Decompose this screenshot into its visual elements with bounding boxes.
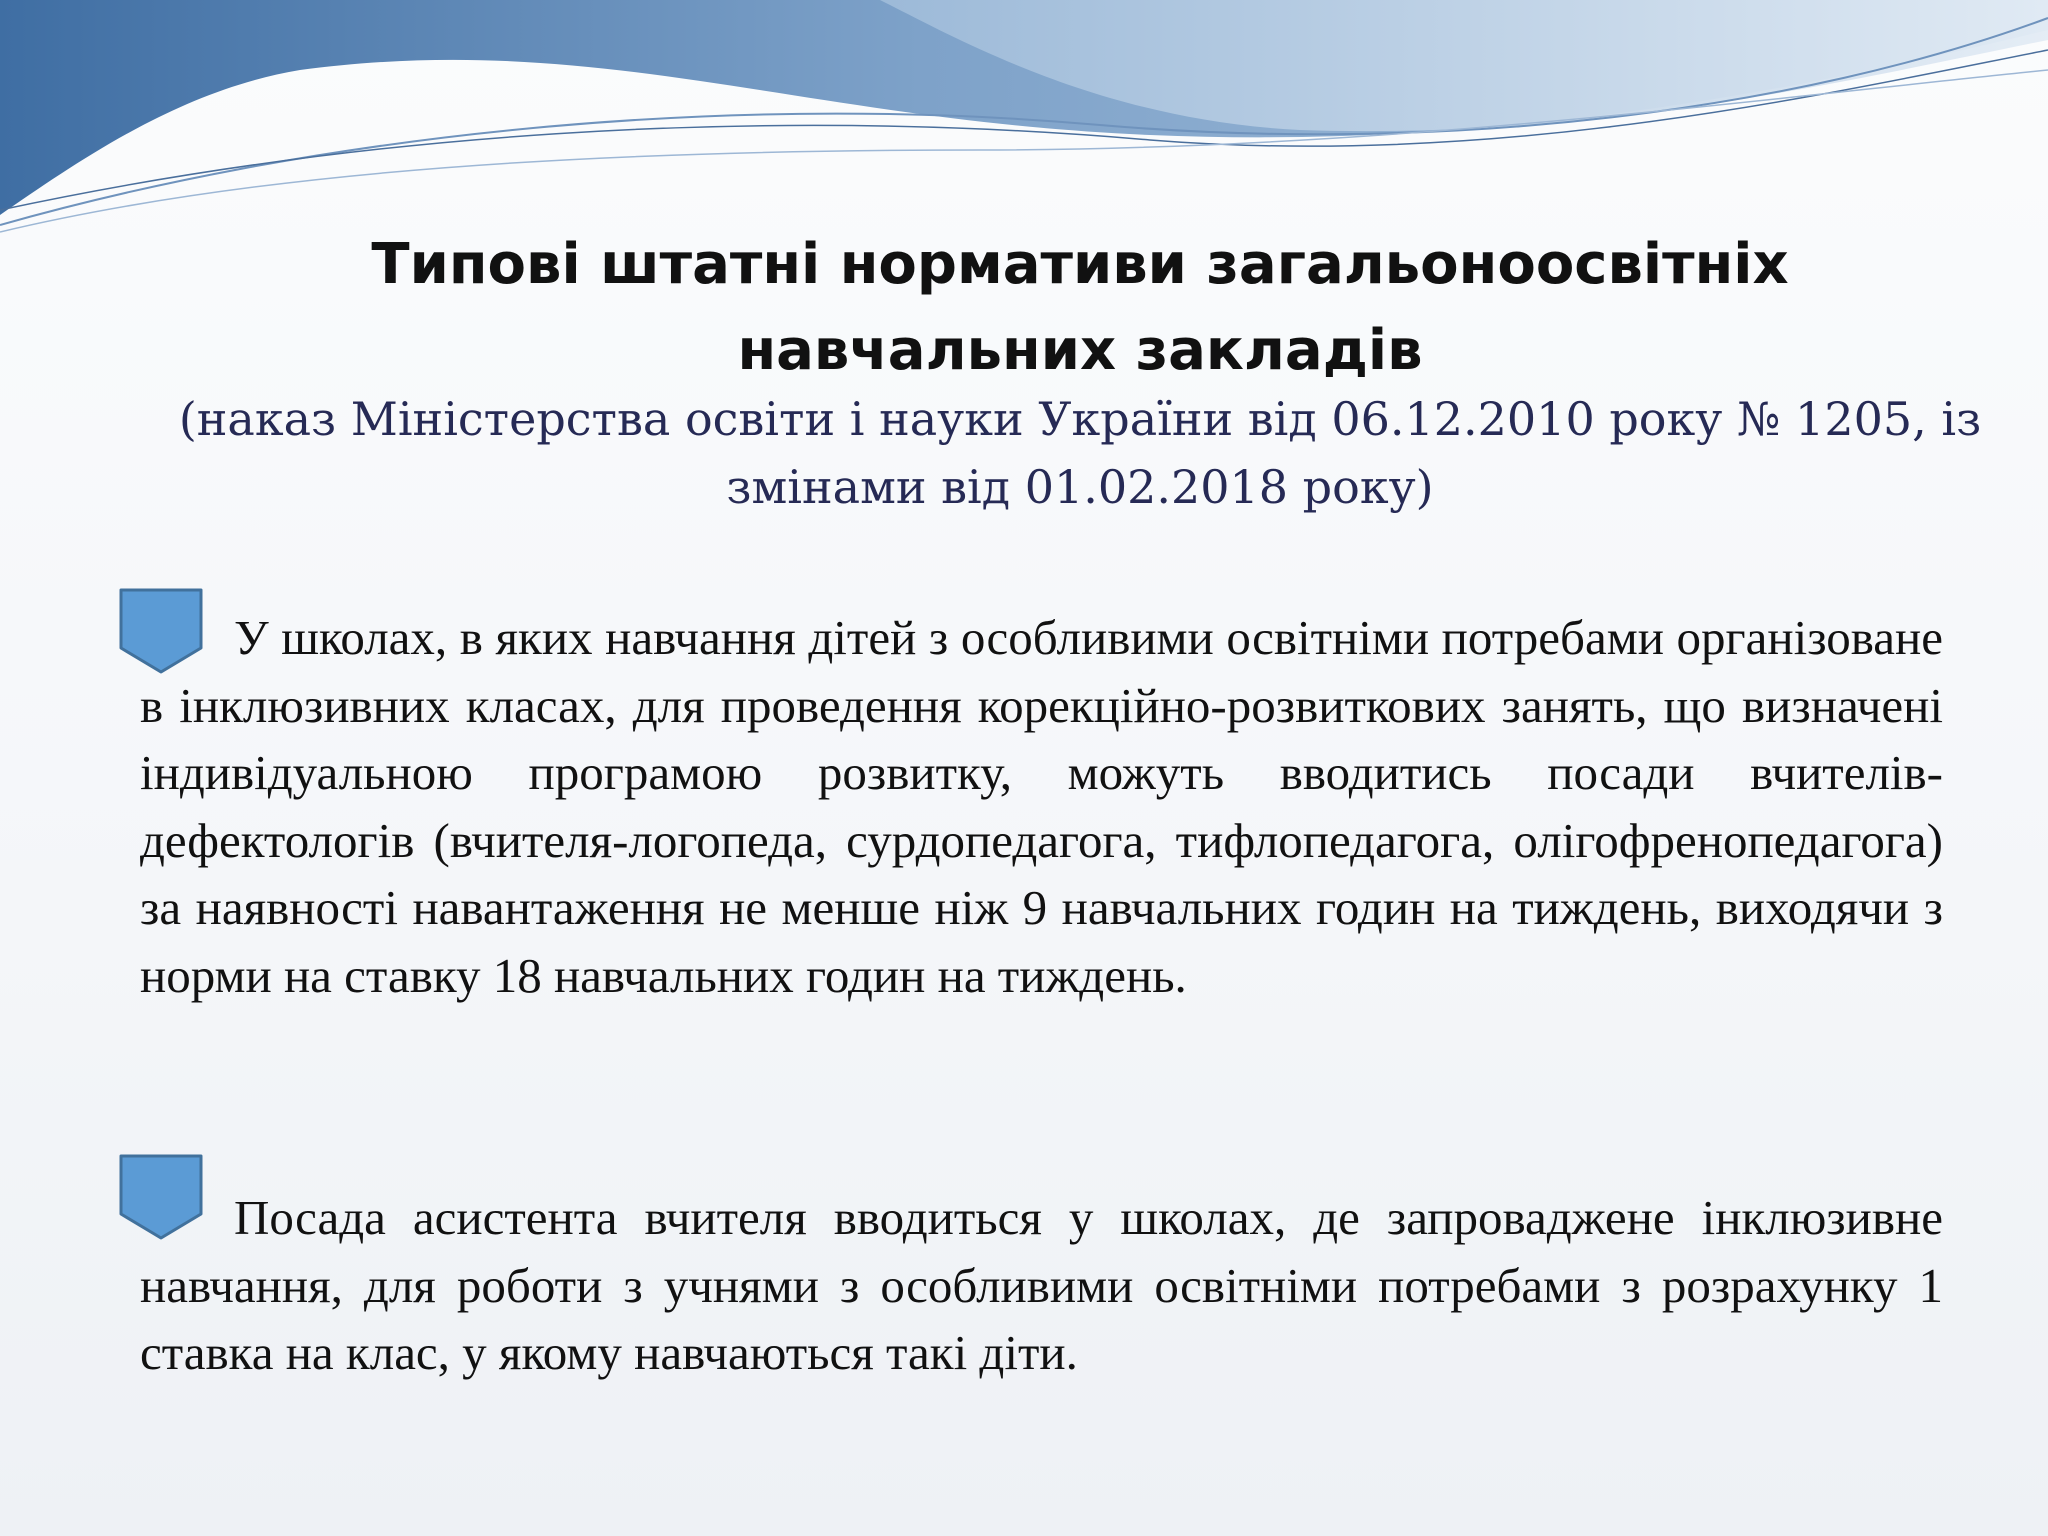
- bullet-item: [140, 604, 1943, 1009]
- bullet-item: [140, 1184, 1943, 1387]
- bullet-text: У школах, в яких навчання дітей з особливими освітніми потребами організоване в інклюзивних класах, для проведення корекційно-розвиткових занять, що визначені індивідуальною програмою розвитку, можуть вводитись посади вчителів-дефектологів (вчителя-логопеда, сурдопедагога, тифлопедагога, олігофренопедагога) за наявності навантаження не менше ніж 9 навчальних годин на тиждень, виходячи з норми на ставку 18 навчальних годин на тиждень.: [140, 610, 1943, 1003]
- bullet-text: Посада асистента вчителя вводиться у школах, де запроваджене інклюзивне навчання, для роботи з учнями з особливими освітніми потребами з розрахунку 1 ставка на клас, у якому навчаються такі діти.: [140, 1190, 1943, 1380]
- header-wave-decoration: [0, 0, 2048, 240]
- slide-title: Типові штатні нормативи загальоноосвітніх навчальних закладів: [371, 232, 1789, 383]
- slide-subtitle: (наказ Міністерства освіти і науки України від 06.12.2010 року № 1205, із змінами від 01.02.2018 року): [178, 392, 1982, 514]
